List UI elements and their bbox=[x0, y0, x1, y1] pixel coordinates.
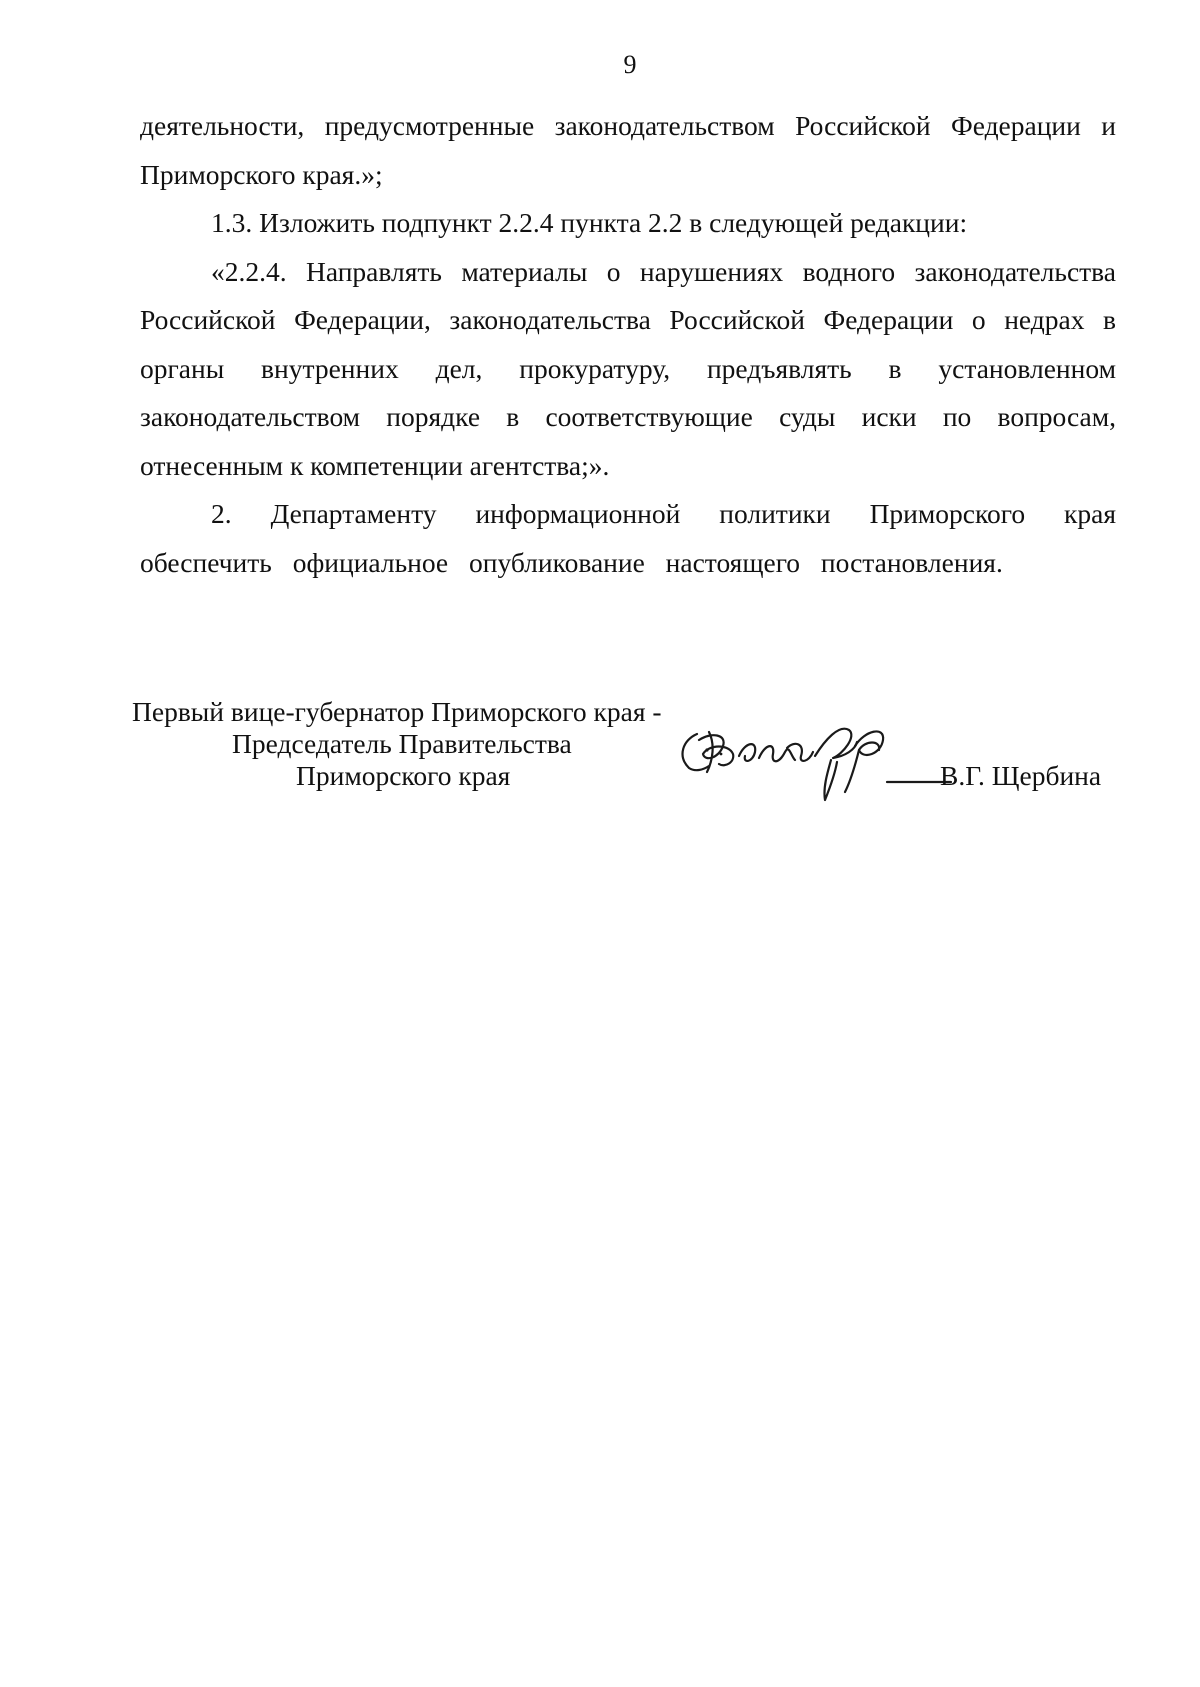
handwritten-signature bbox=[659, 710, 959, 810]
document-body bbox=[140, 102, 1116, 587]
paragraph-continuation: деятельности, предусмотренные законодательством Российской Федерации и Приморского края.»; bbox=[140, 110, 1116, 190]
page-number: 9 bbox=[623, 50, 637, 79]
signer-name: В.Г. Щербина bbox=[940, 760, 1102, 791]
signer-position-line-3: Приморского края bbox=[296, 760, 511, 791]
paragraph-item-1-3: 1.3. Изложить подпункт 2.2.4 пункта 2.2 в следующей редакции: bbox=[211, 207, 968, 238]
signer-position-line-1: Первый вице-губернатор Приморского края - bbox=[132, 696, 662, 727]
signature-block bbox=[132, 696, 1122, 816]
paragraph-item-2: 2. Департаменту информационной политики Приморского края обеспечить официальное опубликование настоящего постановления. bbox=[140, 498, 1116, 578]
paragraph-item-2-2-4: «2.2.4. Направлять материалы о нарушениях водного законодательства Российской Федерации, законодательства Российской Федерации о недрах в органы внутренних дел, прокуратуру, предъявлять в установленном законодательством порядке в соответствующие суды иски по вопросам, отнесенным к компетенции агентства;». bbox=[140, 255, 1116, 481]
signer-position-line-2: Председатель Правительства bbox=[232, 728, 572, 759]
